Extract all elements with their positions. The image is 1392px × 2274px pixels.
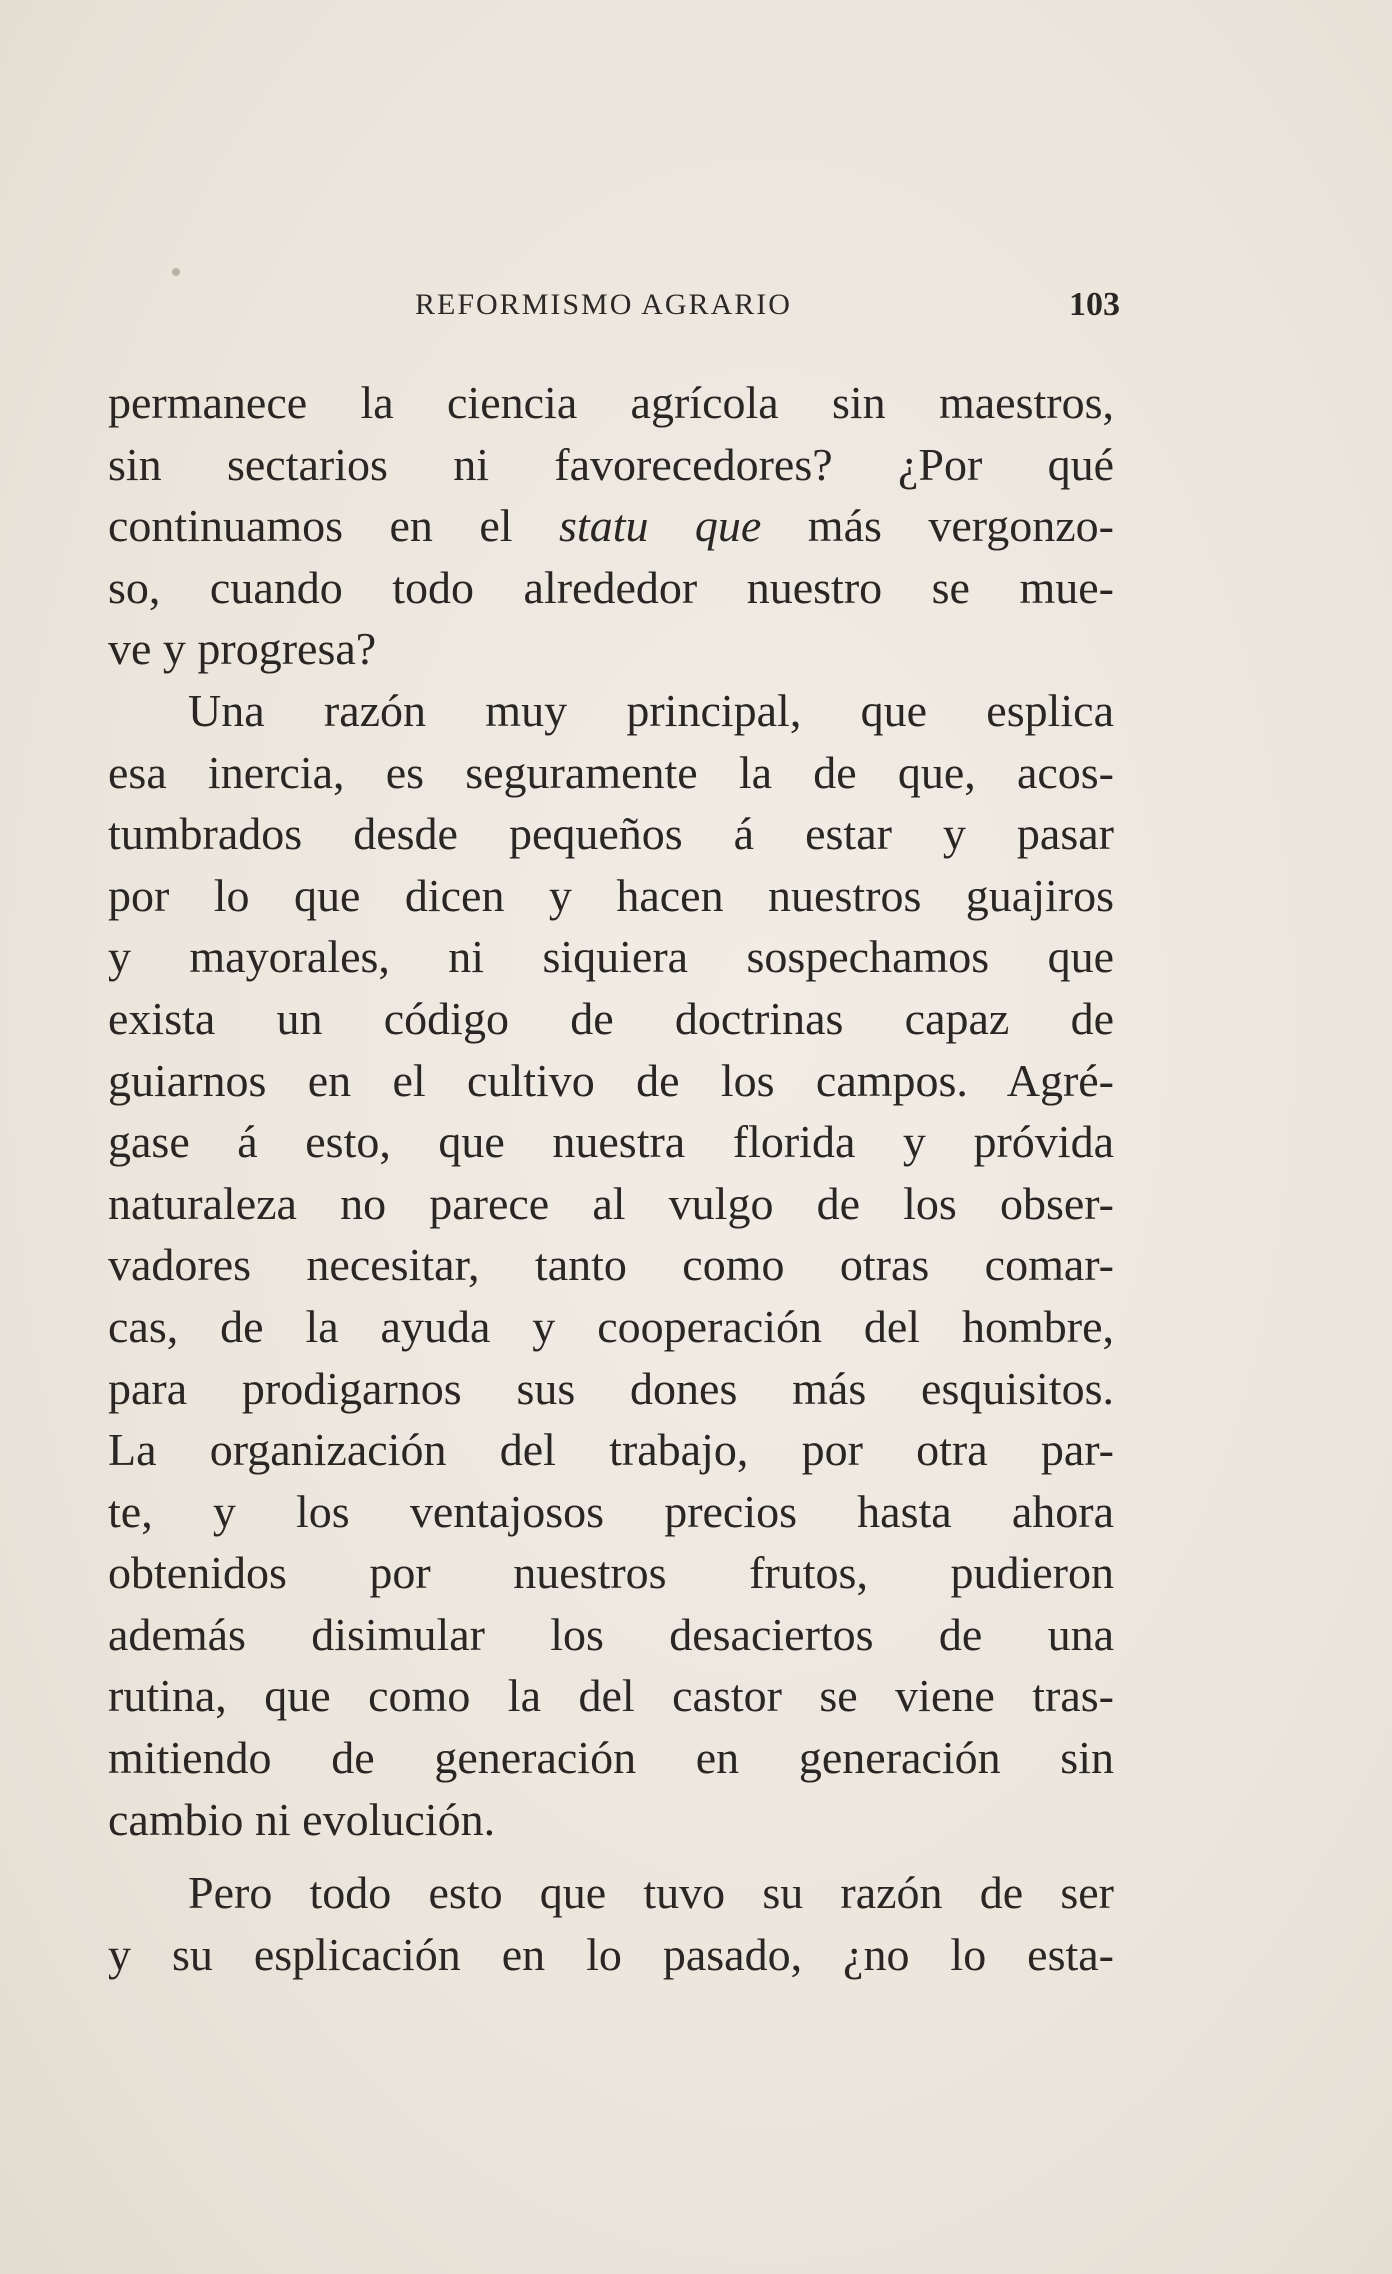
text-line: sin sectarios ni favorecedores? ¿Por qué [108,438,1114,490]
text-line: vadores necesitar, tanto como otras comar- [108,1239,1114,1291]
text-line: exista un código de doctrinas capaz de [108,992,1114,1044]
text-line: tumbrados desde pequeños á estar y pasar [108,808,1114,860]
text-line: te, y los ventajosos precios hasta ahora [108,1485,1114,1537]
text-line: además disimular los desaciertos de una [108,1608,1114,1660]
text-line: permanece la ciencia agrícola sin maestros, [108,377,1114,428]
running-head [110,288,1120,328]
text-line: rutina, que como la del castor se viene tras- [108,1670,1114,1722]
page-number: 103 [1069,286,1120,323]
text-line: esa inercia, es seguramente la de que, acos- [108,746,1114,798]
text-line: La organización del trabajo, por otra par- [108,1424,1114,1476]
running-title: REFORMISMO AGRARIO [415,288,792,321]
text-line: naturaleza no parece al vulgo de los obser- [108,1177,1114,1229]
paper-speck [172,268,180,276]
paragraph-start-line: Pero todo esto que tuvo su razón de ser [188,1867,1114,1919]
text-line: cambio ni evolución. [108,1793,496,1845]
text-line: y mayorales, ni siquiera sospechamos que [108,931,1114,983]
text-line: cas, de la ayuda y cooperación del hombre, [108,1300,1114,1352]
text-line: so, cuando todo alrededor nuestro se mue- [108,561,1114,613]
body-text [108,372,1114,1985]
italic-phrase: statu que [559,500,762,552]
paragraph-start-line: Una razón muy principal, que esplica [188,684,1114,736]
text-line: por lo que dicen y hacen nuestros guajiros [108,869,1114,921]
text-line: para prodigarnos sus dones más esquisitos. [108,1362,1114,1414]
text-segment: continuamos en el [108,500,560,552]
text-line: obtenidos por nuestros frutos, pudieron [108,1547,1114,1599]
text-line: guiarnos en el cultivo de los campos. Agré- [108,1054,1114,1106]
text-line: ve y progresa? [108,623,377,675]
text-line: y su esplicación en lo pasado, ¿no lo esta- [108,1928,1114,1980]
text-line: gase á esto, que nuestra florida y próvida [108,1116,1114,1168]
text-line: mitiendo de generación en generación sin [108,1732,1114,1784]
text-segment: más vergonzo- [761,500,1114,552]
text-line [108,495,1114,557]
